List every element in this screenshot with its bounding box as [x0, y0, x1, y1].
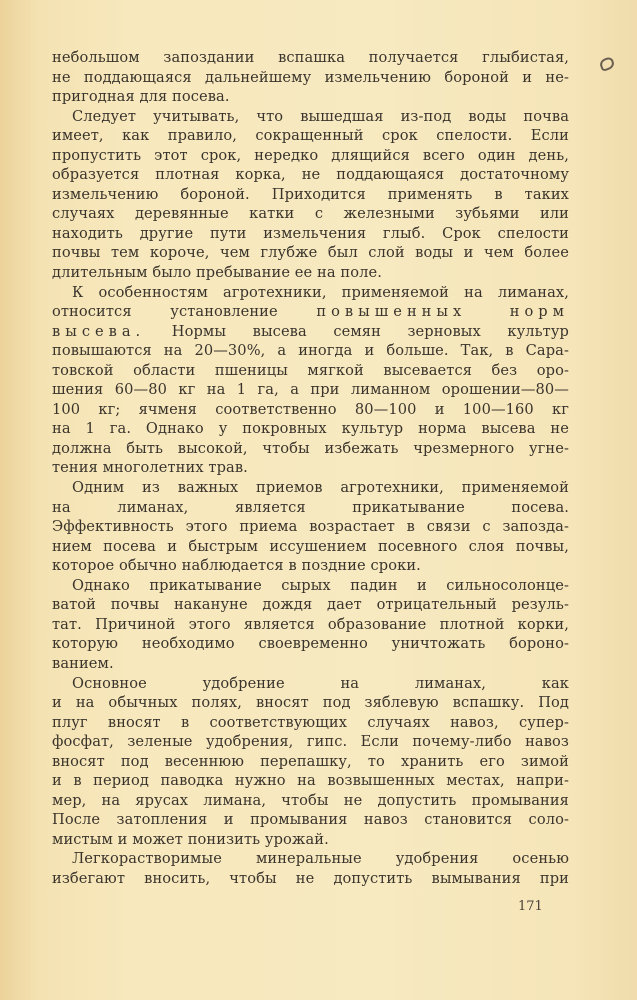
text-line: Основное удобрение на лиманах, как — [72, 674, 569, 692]
text-line: ванием. — [52, 654, 114, 672]
text-line: небольшом запоздании вспашка получается глыбистая, — [52, 49, 569, 66]
text-line: товской области пшеницы мягкой высевается без оро- — [52, 361, 569, 379]
text-line: избегают вносить, чтобы не допустить вымывания при — [52, 869, 569, 887]
emphasized-term: повышенных норм — [316, 303, 569, 321]
ink-mark-icon — [598, 56, 615, 72]
text-line: Следует учитывать, что вышедшая из-под воды почва — [72, 107, 569, 125]
text-line: фосфат, зеленые удобрения, гипс. Если почему-либо навоз — [52, 733, 569, 751]
text-line: высева. Нормы высева семян зерновых культур — [52, 322, 569, 340]
text-line: К особенностям агротехники, применяемой на лиманах, — [72, 283, 569, 301]
page-text — [52, 48, 569, 889]
text-line: и в период паводка нужно на возвышенных местах, напри- — [52, 772, 569, 790]
text-line: вносят под весеннюю перепашку, то хранить его зимой — [52, 752, 569, 770]
text-line: ватой почвы накануне дождя дает отрицательный резуль- — [52, 596, 569, 614]
text-line: пропустить этот срок, нередко длящийся всего один день, — [52, 146, 569, 164]
emphasized-term: высева. — [52, 322, 146, 340]
text-line: нием посева и быстрым иссушением посевного слоя почвы, — [52, 537, 569, 555]
text-line: образуется плотная корка, не поддающаяся достаточному — [52, 166, 569, 184]
text-line: которое обычно наблюдается в поздние сроки. — [52, 557, 421, 575]
text-line: пригодная для посева. — [52, 88, 230, 106]
text-line: должна быть высокой, чтобы избежать чрезмерного угне- — [52, 439, 569, 457]
text-line: мер, на ярусах лимана, чтобы не допустить промывания — [52, 791, 569, 809]
text-line: длительным было пребывание ее на поле. — [52, 264, 382, 282]
text-line: случаях деревянные катки с железными зубьями или — [52, 205, 569, 223]
text-line: и на обычных полях, вносят под зяблевую вспашку. Под — [52, 694, 569, 712]
text-line: Легкорастворимые минеральные удобрения осенью — [72, 850, 569, 868]
text-line: почвы тем короче, чем глубже был слой воды и чем более — [52, 244, 569, 262]
text-line: находить другие пути измельчения глыб. Срок спелости — [52, 224, 569, 242]
text-line: Однако прикатывание сырых падин и сильносолонце- — [72, 576, 569, 594]
text-line: имеет, как правило, сокращенный срок спелости. Если — [52, 127, 569, 145]
text-line: повышаются на 20—30%, а иногда и больше. Так, в Сара- — [52, 342, 569, 360]
text-line: не поддающаяся дальнейшему измельчению бороной и не- — [52, 68, 569, 86]
text-line: которую необходимо своевременно уничтожать бороно- — [52, 635, 569, 653]
text-line: 100 кг; ячменя соответственно 80—100 и 100—160 кг — [52, 400, 569, 418]
text-line: После затопления и промывания навоз становится соло- — [52, 811, 569, 829]
text-line: на лиманах, является прикатывание посева. — [52, 498, 569, 516]
text-line: тат. Причиной этого является образование плотной корки, — [52, 615, 569, 633]
text-line: Одним из важных приемов агротехники, применяемой — [72, 479, 569, 497]
text-line: тения многолетних трав. — [52, 459, 248, 477]
text-line: на 1 га. Однако у покровных культур норма высева не — [52, 420, 569, 438]
text-line: Эффективность этого приема возрастает в связи с запозда- — [52, 518, 569, 536]
text-line: измельчению бороной. Приходится применять в таких — [52, 185, 569, 203]
text-line: относится установление повышенных норм — [52, 303, 569, 321]
text-line: мистым и может понизить урожай. — [52, 830, 329, 848]
text-line: плуг вносят в соответствующих случаях навоз, супер- — [52, 713, 569, 731]
page-number: 171 — [518, 899, 543, 914]
text-line: шения 60—80 кг на 1 га, а при лиманном орошении—80— — [52, 381, 569, 399]
